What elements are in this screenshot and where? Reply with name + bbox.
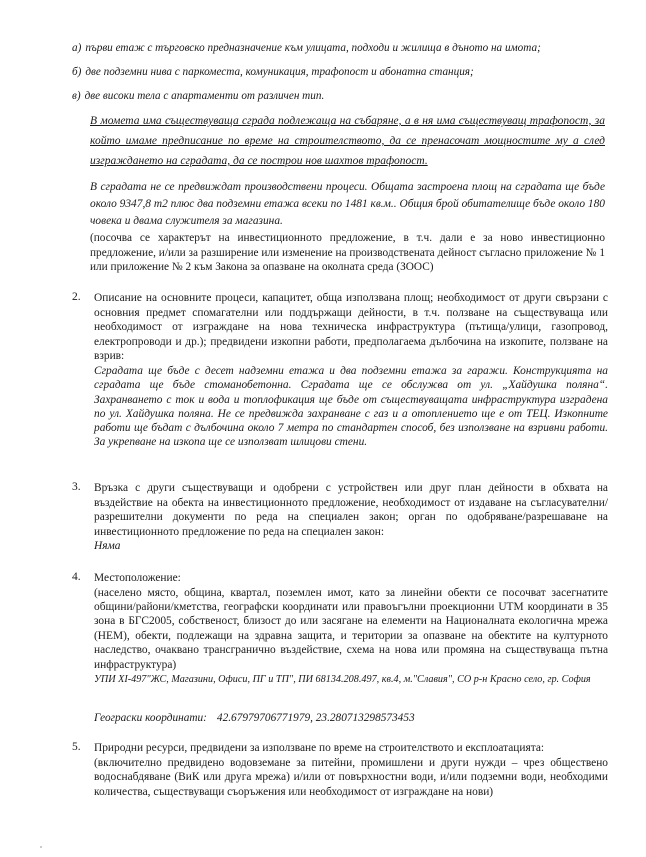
section-number: 2.: [72, 291, 81, 303]
sub-item-c: [72, 88, 622, 104]
section-body: (включително предвидено водовземане за питейни, промишлени и други нужди – чрез обществено водоснабдяване (ВиК или друга мрежа) и/или от повърхностни води, и/или подземни води, необходими количества, съществуващи съоръжения или необходимост от изграждане на нови): [94, 756, 608, 798]
section-title: Природни ресурси, предвидени за използване по време на строителството и експлоатацията:: [94, 742, 545, 754]
section-title: Връзка с други съществуващи и одобрени с устройствен или друг план дейности в обхвата на въздействие на обекта на инвестиционното предложение, необходимост от издаване на съгласувателни/разрешителни документи по реда на специален закон; орган по одобряване/разрешаване на инвестиционното предложение по реда на специален закон:: [94, 482, 608, 538]
sub-item-a: [72, 40, 622, 56]
section-5: [94, 741, 608, 799]
sub-item-tag: б): [72, 66, 82, 78]
section-3: [94, 481, 608, 554]
section-title: Местоположение:: [94, 572, 181, 584]
section-answer: Няма: [94, 540, 121, 553]
section-number: 5.: [72, 741, 81, 753]
section-4: [94, 571, 608, 687]
section-number: 3.: [72, 481, 81, 493]
section-number: 4.: [72, 571, 81, 583]
coords-value: 42.67979706771979, 23.280713298573453: [216, 712, 415, 724]
sub-item-tag: в): [72, 90, 81, 102]
scan-speck: [40, 846, 42, 848]
italic-note: В сградата не се предвиждат производствени процеси. Общата застроена площ на сградата ще бъде около 9347,8 т2 плюс два подземни етажа всеки по 1481 кв.м.. Общия брой обитателище бъде около 180 човека и двама служителя за магазина.: [90, 181, 605, 227]
sub-item-text: първи етаж с търговско предназначение към улицата, подходи и жилища в дъното на имота;: [85, 42, 541, 54]
sub-item-text: две високи тела с апартаменти от различен тип.: [84, 90, 325, 102]
section-title: Описание на основните процеси, капацитет, обща използвана площ; необходимост от други свързани с основния предмет спомагателни или поддържащи дейности, в т.ч. ползване на съществуваща или необходимост от изграждане на нова техническа инфраструктура (пътища/улици, газопровод, електропроводи и др.); предвидени изкопни работи, предполагаема дълбочина на изкопите, ползване на взрив:: [94, 292, 608, 363]
section-2: [94, 291, 608, 450]
sub-item-b: [72, 64, 622, 80]
coords-label: Геограски координати:: [94, 712, 207, 724]
sub-item-text: две подземни нива с паркоместа, комуникация, трафопост и абонатна станция;: [85, 66, 474, 78]
section1-description: (посочва се характерът на инвестиционното предложение, в т.ч. дали е за ново инвестиционно предложение, и/или за разширение или изменение на производствената дейност съгласно приложение № 1 или приложение № 2 към Закона за опазване на околната среда (ЗООС): [90, 232, 605, 274]
section-answer: Сградата ще бъде с десет надземни етажа и два подземни етажа за гаражи. Конструкцията на сградата ще бъде стоманобетонна. Сградата ще се обслужва от ул. „Хайдушка поляна“. Захранването с ток и вода и топлофикация ще бъде от съществуващата инфраструктура изградена по ул. Хайдушка поляна. Не се предвижда захранване с газ и а отоплението ще е от ТЕЦ. Изкопните работи ще бъдат с дълбочина около 7 метра по стандартен способ, без използване на взривни работи. За укрепване на изкопа ще се използват шлицови стени.: [94, 364, 608, 449]
underlined-note: [90, 111, 605, 171]
sub-item-tag: а): [72, 42, 82, 54]
section-body: (населено място, община, квартал, поземлен имот, като за линейни обекти се посочват засегнатите общини/райони/кметства, географски координати или правоъгълни проекционни UTM координати в 35 зона в БГС2005, собственост, близост до или засягане на елементи на Националната екологична мрежа (НЕМ), обекти, подлежащи на здравна защита, и територии за опазване на обектите на културното наследство, очаквано трансгранично въздействие, схема на нова или промяна на съществуваща пътна инфраструктура): [94, 586, 608, 671]
geo-coordinates: [94, 712, 425, 724]
underlined-note-text: В момета има съществуваща сграда подлежаща на събаряне, а в ня има съществуващ трафопост, за който имаме предписание по време на строителството, да се пренасочат мощностите му а след изграждането на сградата, да се построи нов шахтов трафопост.: [90, 115, 605, 167]
section-answer: УПИ XI-497"ЖС, Магазини, Офиси, ПГ и ТП", ПИ 68134.208.497, кв.4, м."Славия", СО р-н Красно село, гр. София: [94, 674, 591, 686]
